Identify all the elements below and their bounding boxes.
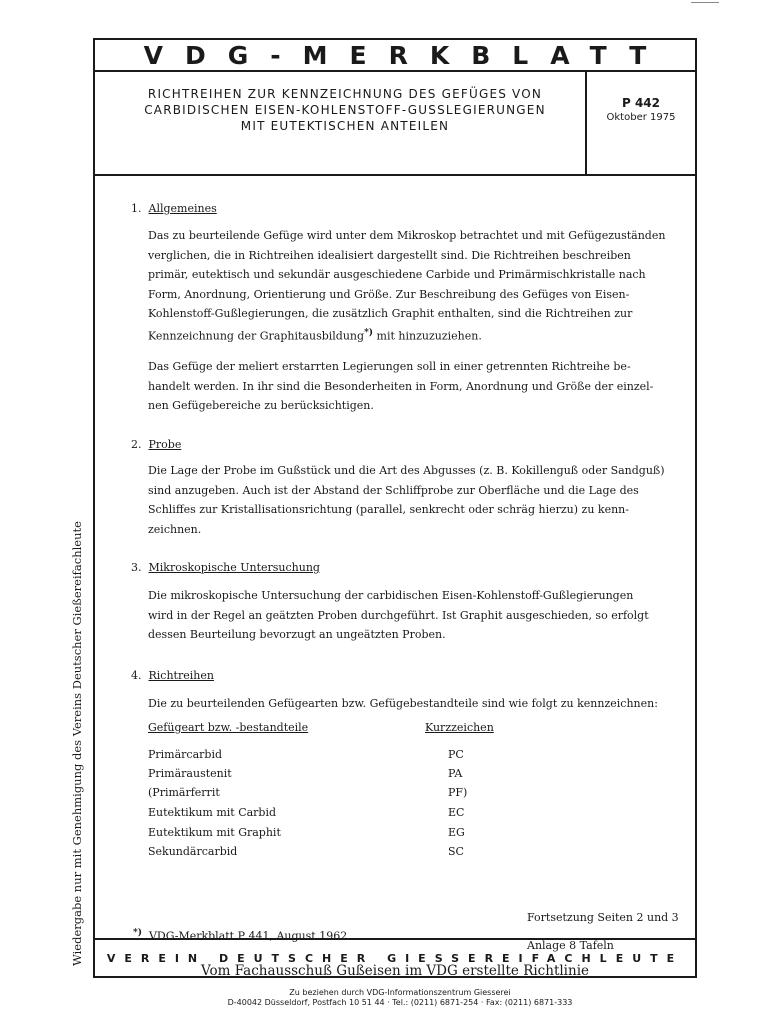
paragraph: Das zu beurteilende Gefüge wird unter dem Mikroskop betrachtet und mit Gefügezuständen verglichen, die in Richtreihen idealisiert dargestellt sind. Die Richtreihen beschreiben primär, eutektisch und sekundär ausgeschiedene Carbide und Primärmischkristalle nach Form, Anordnung, Orientierung und Größe. Zur Beschreibung des Gefüges von Eisen- Kohlenstoff-Gußlegierungen, die zusätzlich Graphit enthalten, sind die Richtreihen zur Kennzeichnung der Graphitausbildung*) mit hinzuzuziehen. (148, 226, 690, 346)
table-cell: EG (448, 826, 465, 839)
table-cell: PF) (448, 786, 468, 799)
subtitle-line: RICHTREIHEN ZUR KENNZEICHNUNG DES GEFÜGES VON (147, 87, 543, 101)
table-cell: (Primärferrit (148, 786, 220, 799)
document-subtitle (125, 86, 565, 134)
table-cell: PA (448, 767, 463, 780)
section-heading: 3. Mikroskopische Untersuchung (131, 561, 320, 574)
document-title: VDG-MERKBLATT (95, 40, 695, 72)
paragraph: Die mikroskopische Untersuchung der carbidischen Eisen-Kohlenstoff-Gußlegierungen wird in der Regel an geätzten Proben durchgeführt. Ist Graphit ausgeschieden, so erfolgt dessen Beurteilung bevorzugt an ungeätzten Proben. (148, 589, 649, 641)
reproduction-notice: Wiedergabe nur mit Genehmigung des Vereins Deutscher Gießereifachleute (70, 521, 84, 966)
footnote: *) VDG-Merkblatt P 441, August 1962 (133, 928, 348, 943)
table-cell: Eutektikum mit Carbid (148, 806, 277, 819)
table-header: Gefügeart bzw. -bestandteile (148, 721, 309, 734)
table-cell: SC (448, 845, 464, 858)
document-frame (93, 38, 697, 978)
document-number: P 442 (621, 96, 661, 110)
document-number-box (585, 72, 695, 174)
continuation-note: Fortsetzung Seiten 2 und 3 (527, 911, 679, 924)
paragraph: Die Lage der Probe im Gußstück und die Art des Abgusses (z. B. Kokillenguß oder Sandguß) sind anzugeben. Auch ist der Abstand der Schliffprobe zur Oberfläche und die Lage des Schliffes zur Kristallisationsrichtung (parallel, senkrecht oder schräg hierzu) zu kenn- zeichnen. (148, 464, 665, 536)
association-banner: VEREIN DEUTSCHER GIESSEREIFACHLEUTE (95, 938, 695, 976)
table-cell: PC (448, 748, 464, 761)
order-address: Zu beziehen durch VDG-Informationszentrum Giesserei D-40042 Düsseldorf, Postfach 10 51 44 · Tel.: (0211) 6871-254 · Fax: (0211) 6871-333 (227, 988, 573, 1007)
section-heading: 4. Richtreihen (131, 669, 214, 682)
footnote-ref: *) (364, 327, 374, 338)
issuer-line: Vom Fachausschuß Gußeisen im VDG erstellte Richtlinie (200, 963, 590, 979)
subtitle-line: MIT EUTEKTISCHEN ANTEILEN (240, 119, 450, 133)
attachment-note: Anlage 8 Tafeln (527, 939, 614, 952)
scan-mark (691, 2, 719, 6)
subtitle-line: CARBIDISCHEN EISEN-KOHLENSTOFF-GUSSLEGIERUNGEN (144, 103, 546, 117)
paragraph: Die zu beurteilenden Gefügearten bzw. Gefügebestandteile sind wie folgt zu kennzeichnen: (148, 697, 658, 710)
table-header: Kurzzeichen (425, 721, 494, 734)
section-heading: 2. Probe (131, 438, 182, 451)
paragraph: Das Gefüge der meliert erstarrten Legierungen soll in einer getrennten Richtreihe be- handelt werden. In ihr sind die Besonderheiten in Form, Anordnung und Größe der einzel- nen Gefügebereiche zu berücksichtigen. (148, 360, 654, 412)
table-cell: Primärcarbid (148, 748, 223, 761)
table-cell: Sekundärcarbid (148, 845, 238, 858)
subheader (95, 72, 695, 176)
table-cell: Primäraustenit (148, 767, 232, 780)
section-heading: 1. Allgemeines (131, 202, 217, 215)
line-with-footnote-ref: Kennzeichnung der Graphitausbildung*) mit hinzuzuziehen. (148, 327, 482, 343)
table-cell: EC (448, 806, 465, 819)
footnote-mark: *) (133, 928, 142, 938)
table-cell: Eutektikum mit Graphit (148, 826, 281, 839)
document-date: Oktober 1975 (606, 112, 676, 123)
